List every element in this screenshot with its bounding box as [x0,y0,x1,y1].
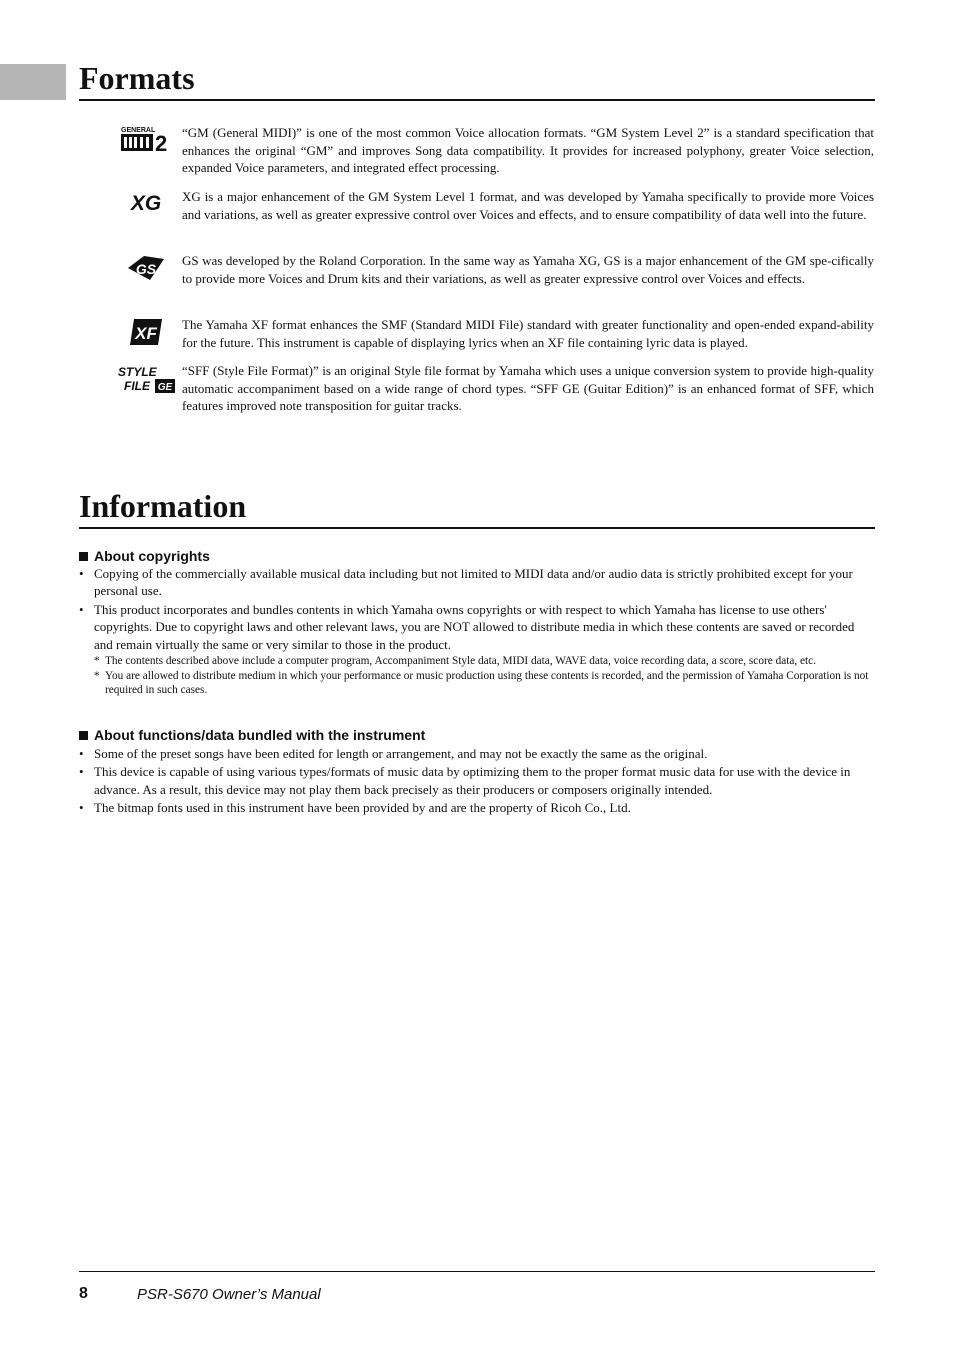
format-item-xg [110,188,875,223]
about-copyrights-heading: About copyrights [79,547,210,565]
gs-logo [110,252,182,287]
note-item: * You are allowed to distribute medium in which your performance or music production using these contents is recorded, and the permission of Yamaha Corporation is not required in such cases. [94,669,869,697]
bullet-icon: • [79,601,84,617]
square-bullet-icon [79,552,88,561]
svg-text:GE: GE [157,382,173,393]
svg-text:FILE: FILE [124,379,150,393]
asterisk-icon: * [94,655,100,668]
gm2-logo [110,124,182,177]
page-number: 8 [79,1285,88,1302]
asterisk-icon: * [94,669,100,682]
note-item: * The contents described above include a computer program, Accompaniment Style data, MIDI data, WAVE data, voice recording data, a score, score data, etc. [94,655,817,668]
xf-logo [110,316,182,351]
about-functions-heading: About functions/data bundled with the instrument [79,726,425,744]
section-tab-marker [0,64,66,100]
footer-divider [79,1271,875,1272]
list-item: • Copying of the commercially available musical data including but not limited to MIDI data and/or audio data is strictly prohibited except for your personal use. [79,566,853,599]
svg-text:GENERAL: GENERAL [121,127,156,134]
copyrights-list [79,565,875,699]
functions-list [79,745,875,818]
svg-text:XF: XF [135,324,157,343]
svg-text:STYLE: STYLE [118,365,157,379]
bullet-icon: • [79,566,84,581]
format-item-gs [110,252,875,287]
format-item-style-file [110,362,875,415]
bullet-icon: • [79,800,84,816]
svg-text:2: 2 [155,131,168,153]
svg-text:GS: GS [135,261,157,277]
list-item: • This product incorporates and bundles contents in which Yamaha owns copyrights or with respect to which Yamaha has license to use others' copyrights. Due to copyright laws and other relevant laws, you are NOT allowed to distribute media in which these contents are saved or recorded and remain virtually the same or very similar to those in the product. * The contents described above include a computer program, Accompaniment Style data, MIDI data, WAVE data, voice recording data, a score, score data, etc. * You are allowed to distribute medium in which your performance or music production using these contents is recorded, and the permission of Yamaha Corporation is not required in such cases. [79,601,875,698]
bullet-icon: • [79,746,84,761]
svg-text:XG: XG [130,192,162,215]
style-file-ge-logo [110,362,182,415]
list-item: • Some of the preset songs have been edited for length or arrangement, and may not be exactly the same as the original. [79,746,708,761]
format-description: “SFF (Style File Format)” is an original Style file format by Yamaha which uses a unique conversion system to provide high-quality automatic accompaniment based on a wide range of chord types. “SFF GE (Guitar Edition)” is an enhanced format of SFF, which features improved note transposition for guitar tracks. [182,363,874,414]
format-description: XG is a major enhancement of the GM System Level 1 format, and was developed by Yamaha specifically to provide more Voices and variations, as well as greater expressive control over Voices and effects, and to ensure compatibility of data well into the future. [182,189,874,222]
copyright-notes [94,654,875,698]
format-description: “GM (General MIDI)” is one of the most common Voice allocation formats. “GM System Level 2” is a standard specification that enhances the original “GM” and improves Song data compatibility. It provides for increased polyphony, greater Voice selection, expanded Voice parameters, and integrated effect processing. [182,125,874,176]
format-description: GS was developed by the Roland Corporation. In the same way as Yamaha XG, GS is a major enhancement of the GM spe-cifically to provide more Voices and Drum kits and their variations, as well as greater expressive control over Voices and effects. [182,253,874,286]
format-item-xf [110,316,875,351]
square-bullet-icon [79,731,88,740]
manual-title: PSR-S670 Owner’s Manual [137,1286,321,1303]
format-description: The Yamaha XF format enhances the SMF (Standard MIDI File) standard with greater functionality and open-ended expand-ability for the future. This instrument is capable of displaying lyrics when an XF file containing lyric data is played. [182,317,874,350]
xg-logo [110,188,182,223]
formats-heading: Formats [79,60,875,101]
list-item: • This device is capable of using various types/formats of music data by optimizing them to the proper format music data for use with the device in advance. As a result, this device may not play them back precisely as their producers or composers originally intended. [79,764,851,797]
list-item: • The bitmap fonts used in this instrument have been provided by and are the property of Ricoh Co., Ltd. [79,800,631,816]
format-item-gm2 [110,124,875,177]
information-heading: Information [79,488,875,529]
bullet-icon: • [79,764,84,780]
